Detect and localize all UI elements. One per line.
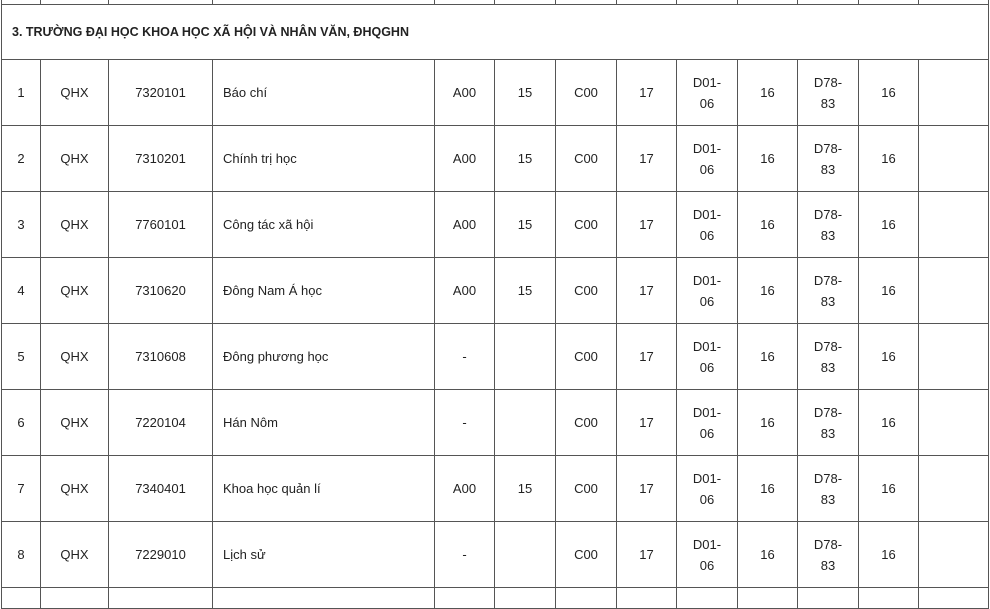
major-name-cell: Đông Nam Á học: [213, 258, 435, 324]
score-4-cell: 16: [859, 60, 919, 126]
major-name-cell: Lịch sử: [213, 522, 435, 588]
combo-4-cell: [798, 324, 859, 390]
combo-4-cell: [798, 456, 859, 522]
combo-3-text: D01-: [692, 74, 722, 90]
score-4-cell: 16: [859, 456, 919, 522]
score-1-cell: [495, 324, 556, 390]
combo-4-cell: [798, 390, 859, 456]
combo-4-text: D78-: [813, 272, 843, 288]
table-row: [2, 456, 989, 522]
major-name-cell: Khoa học quản lí: [213, 456, 435, 522]
combo-4-cell: [798, 192, 859, 258]
note-cell: [919, 390, 989, 456]
major-code-cell: 7340401: [109, 456, 213, 522]
major-name-cell: Chính trị học: [213, 126, 435, 192]
note-cell: [919, 192, 989, 258]
row-number-cell: 2: [2, 126, 41, 192]
stub-cell: [41, 588, 109, 609]
stub-cell: [2, 588, 41, 609]
major-code-cell: 7220104: [109, 390, 213, 456]
stub-cell: [919, 588, 989, 609]
score-2-cell: 17: [617, 192, 677, 258]
combo-4-cell: [798, 60, 859, 126]
stub-cell: [859, 588, 919, 609]
school-code-cell: QHX: [41, 456, 109, 522]
major-name-cell: Công tác xã hội: [213, 192, 435, 258]
table-row: [2, 522, 989, 588]
combo-3-text: D01-: [692, 470, 722, 486]
combo-4-text-cont: 83: [820, 491, 836, 507]
combo-4-text-cont: 83: [820, 425, 836, 441]
stub-cell: [738, 588, 798, 609]
table-row: [2, 390, 989, 456]
combo-3-cell: [677, 522, 738, 588]
major-code-cell: 7310608: [109, 324, 213, 390]
combo-1-cell: A00: [435, 126, 495, 192]
major-code-cell: 7760101: [109, 192, 213, 258]
combo-4-text-cont: 83: [820, 227, 836, 243]
note-cell: [919, 258, 989, 324]
combo-2-cell: C00: [556, 258, 617, 324]
combo-3-text: D01-: [692, 404, 722, 420]
score-3-cell: 16: [738, 324, 798, 390]
score-3-cell: 16: [738, 60, 798, 126]
score-2-cell: 17: [617, 258, 677, 324]
combo-4-text-cont: 83: [820, 557, 836, 573]
table-row: [2, 324, 989, 390]
school-code-cell: QHX: [41, 324, 109, 390]
major-code-cell: 7320101: [109, 60, 213, 126]
combo-3-text-cont: 06: [699, 95, 715, 111]
score-3-cell: 16: [738, 126, 798, 192]
combo-4-text: D78-: [813, 140, 843, 156]
score-3-cell: 16: [738, 390, 798, 456]
major-name-cell: Đông phương học: [213, 324, 435, 390]
stub-cell: [213, 588, 435, 609]
school-code-cell: QHX: [41, 522, 109, 588]
major-code-cell: 7310201: [109, 126, 213, 192]
school-code-cell: QHX: [41, 390, 109, 456]
combo-3-cell: [677, 60, 738, 126]
note-cell: [919, 60, 989, 126]
combo-4-text: D78-: [813, 470, 843, 486]
stub-cell: [677, 588, 738, 609]
school-code-cell: QHX: [41, 60, 109, 126]
combo-3-cell: [677, 390, 738, 456]
score-1-cell: 15: [495, 192, 556, 258]
stub-cell: [435, 588, 495, 609]
combo-4-text-cont: 83: [820, 359, 836, 375]
combo-3-text-cont: 06: [699, 491, 715, 507]
score-4-cell: 16: [859, 324, 919, 390]
combo-4-text: D78-: [813, 74, 843, 90]
score-2-cell: 17: [617, 324, 677, 390]
combo-1-cell: A00: [435, 456, 495, 522]
score-4-cell: 16: [859, 258, 919, 324]
score-1-cell: [495, 522, 556, 588]
table-row: [2, 192, 989, 258]
note-cell: [919, 324, 989, 390]
note-cell: [919, 522, 989, 588]
combo-3-text-cont: 06: [699, 425, 715, 441]
stub-cell: [495, 588, 556, 609]
score-2-cell: 17: [617, 126, 677, 192]
combo-3-cell: [677, 324, 738, 390]
row-number-cell: 4: [2, 258, 41, 324]
combo-3-text: D01-: [692, 140, 722, 156]
score-2-cell: 17: [617, 60, 677, 126]
major-code-cell: 7310620: [109, 258, 213, 324]
combo-3-text-cont: 06: [699, 227, 715, 243]
score-2-cell: 17: [617, 390, 677, 456]
table-row: [2, 258, 989, 324]
combo-3-text-cont: 06: [699, 161, 715, 177]
combo-4-text: D78-: [813, 404, 843, 420]
note-cell: [919, 456, 989, 522]
section-title: 3. TRƯỜNG ĐẠI HỌC KHOA HỌC XÃ HỘI VÀ NHÂN VĂN, ĐHQGHN: [2, 5, 989, 60]
combo-4-text: D78-: [813, 536, 843, 552]
combo-2-cell: C00: [556, 324, 617, 390]
row-number-cell: 3: [2, 192, 41, 258]
score-1-cell: [495, 390, 556, 456]
combo-4-text: D78-: [813, 206, 843, 222]
section-header-row: [2, 5, 989, 60]
combo-2-cell: C00: [556, 522, 617, 588]
stub-cell: [109, 588, 213, 609]
combo-3-text: D01-: [692, 206, 722, 222]
combo-4-text-cont: 83: [820, 161, 836, 177]
combo-1-cell: A00: [435, 258, 495, 324]
combo-3-text-cont: 06: [699, 293, 715, 309]
combo-2-cell: C00: [556, 126, 617, 192]
combo-2-cell: C00: [556, 390, 617, 456]
score-4-cell: 16: [859, 390, 919, 456]
note-cell: [919, 126, 989, 192]
stub-cell: [798, 588, 859, 609]
score-3-cell: 16: [738, 192, 798, 258]
score-3-cell: 16: [738, 522, 798, 588]
combo-3-text-cont: 06: [699, 557, 715, 573]
combo-1-cell: A00: [435, 60, 495, 126]
major-name-cell: Hán Nôm: [213, 390, 435, 456]
score-2-cell: 17: [617, 456, 677, 522]
major-name-cell: Báo chí: [213, 60, 435, 126]
combo-4-text-cont: 83: [820, 293, 836, 309]
row-number-cell: 1: [2, 60, 41, 126]
row-number-cell: 6: [2, 390, 41, 456]
table-row: [2, 126, 989, 192]
combo-1-cell: -: [435, 522, 495, 588]
combo-4-cell: [798, 522, 859, 588]
major-code-cell: 7229010: [109, 522, 213, 588]
combo-1-cell: -: [435, 390, 495, 456]
combo-4-text: D78-: [813, 338, 843, 354]
combo-3-text: D01-: [692, 272, 722, 288]
row-number-cell: 5: [2, 324, 41, 390]
combo-3-text: D01-: [692, 536, 722, 552]
school-code-cell: QHX: [41, 192, 109, 258]
score-3-cell: 16: [738, 258, 798, 324]
combo-3-cell: [677, 192, 738, 258]
score-4-cell: 16: [859, 522, 919, 588]
combo-2-cell: C00: [556, 192, 617, 258]
score-2-cell: 17: [617, 522, 677, 588]
combo-1-cell: A00: [435, 192, 495, 258]
score-1-cell: 15: [495, 126, 556, 192]
combo-3-cell: [677, 126, 738, 192]
table-row: [2, 60, 989, 126]
combo-3-text: D01-: [692, 338, 722, 354]
score-3-cell: 16: [738, 456, 798, 522]
combo-3-cell: [677, 456, 738, 522]
score-4-cell: 16: [859, 192, 919, 258]
stub-cell: [556, 588, 617, 609]
combo-4-text-cont: 83: [820, 95, 836, 111]
combo-3-text-cont: 06: [699, 359, 715, 375]
combo-2-cell: C00: [556, 456, 617, 522]
score-1-cell: 15: [495, 60, 556, 126]
stub-cell: [617, 588, 677, 609]
row-number-cell: 7: [2, 456, 41, 522]
score-1-cell: 15: [495, 456, 556, 522]
row-number-cell: 8: [2, 522, 41, 588]
combo-4-cell: [798, 126, 859, 192]
score-1-cell: 15: [495, 258, 556, 324]
combo-2-cell: C00: [556, 60, 617, 126]
table-bottom-stub-row: [2, 588, 989, 609]
score-4-cell: 16: [859, 126, 919, 192]
combo-1-cell: -: [435, 324, 495, 390]
school-code-cell: QHX: [41, 126, 109, 192]
school-code-cell: QHX: [41, 258, 109, 324]
admission-table: [1, 0, 989, 609]
combo-4-cell: [798, 258, 859, 324]
combo-3-cell: [677, 258, 738, 324]
